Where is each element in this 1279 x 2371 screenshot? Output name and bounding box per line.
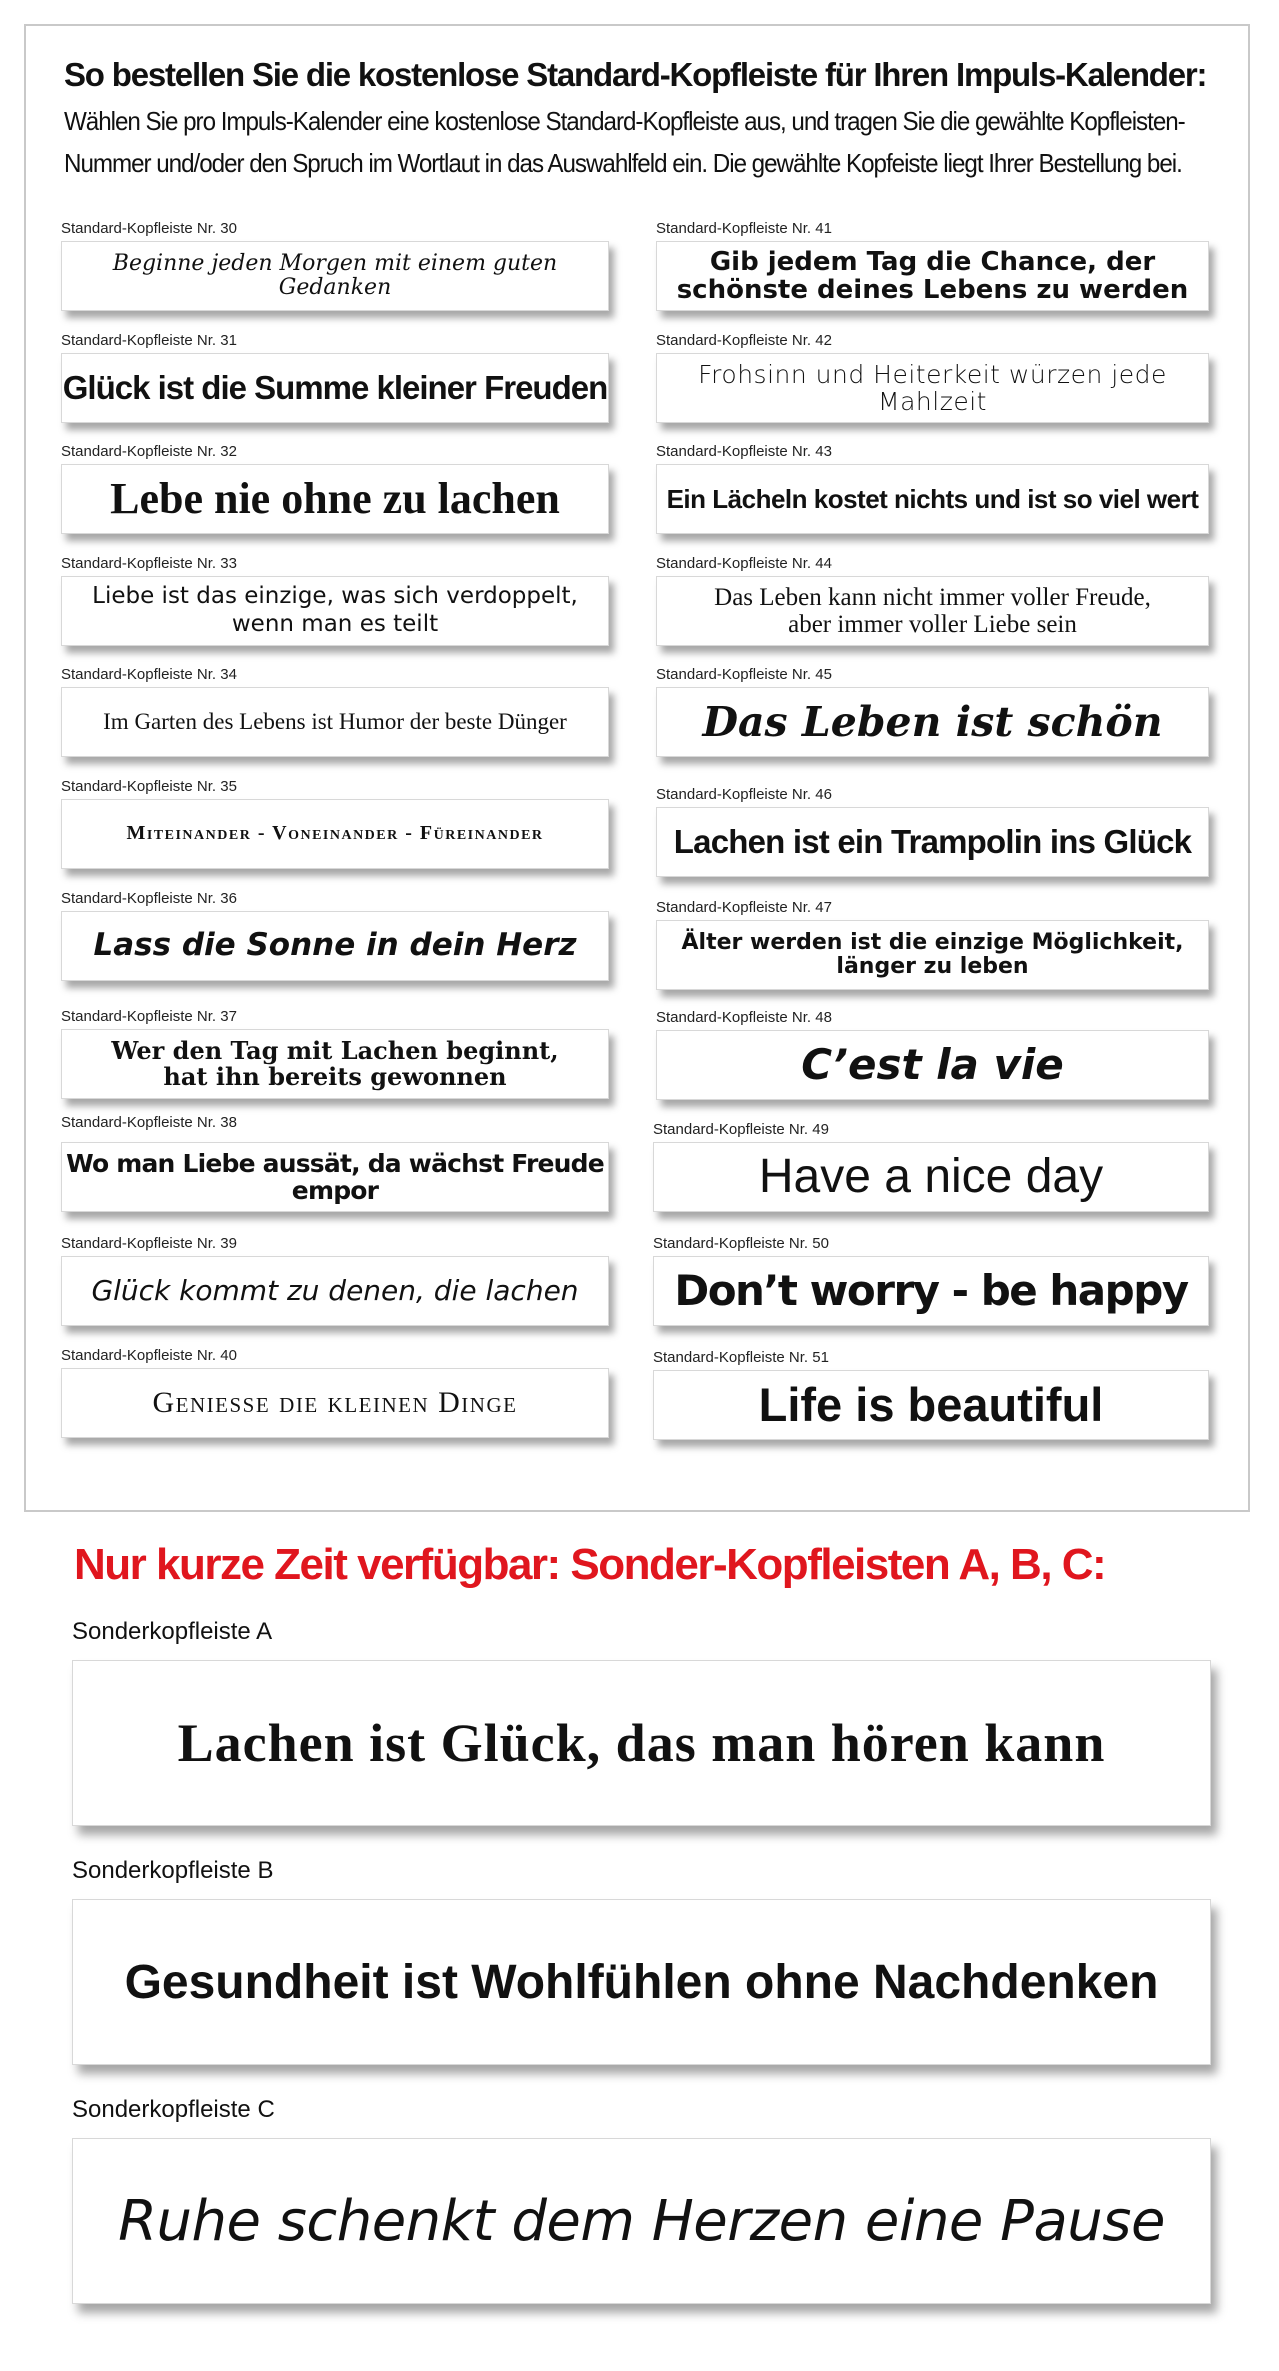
strip-text: Have a nice day <box>758 1150 1104 1204</box>
header-strip-38 <box>61 1142 609 1212</box>
strip-text: Ein Lächeln kostet nichts und ist so viel wert <box>666 483 1199 514</box>
header-strip-label: Standard-Kopfleiste Nr. 38 <box>61 1114 237 1131</box>
strip-text: C’est la vie <box>801 1040 1064 1090</box>
header-strip-label: Standard-Kopfleiste Nr. 30 <box>61 220 237 237</box>
strip-text: Lass die Sonne in dein Herz <box>93 927 577 964</box>
header-strip-33 <box>61 576 609 646</box>
header-strip-36 <box>61 911 609 981</box>
header-strip-41 <box>656 241 1209 311</box>
strip-text-line-1: Wer den Tag mit Lachen beginnt, <box>111 1036 559 1066</box>
order-instructions-line-2: Nummer und/oder den Spruch im Wortlaut in das Auswahlfeld ein. Die gewählte Kopfeiste liegt Ihrer Bestellung bei. <box>64 148 1182 178</box>
header-strip-label: Standard-Kopfleiste Nr. 42 <box>656 332 832 349</box>
header-strip-46 <box>656 807 1209 877</box>
strip-text-line-1: Liebe ist das einzige, was sich verdoppelt, <box>92 583 578 610</box>
header-strip-label: Standard-Kopfleiste Nr. 37 <box>61 1008 237 1025</box>
header-strip-label: Standard-Kopfleiste Nr. 43 <box>656 443 832 460</box>
header-strip-39 <box>61 1256 609 1326</box>
header-strip-49 <box>653 1142 1209 1212</box>
header-strip-label: Standard-Kopfleiste Nr. 49 <box>653 1121 829 1138</box>
header-strip-34 <box>61 687 609 757</box>
strip-text: Im Garten des Lebens ist Humor der beste Dünger <box>103 708 567 734</box>
header-strip-label: Standard-Kopfleiste Nr. 44 <box>656 555 832 572</box>
header-strip-label: Standard-Kopfleiste Nr. 45 <box>656 666 832 683</box>
order-instructions-line-1: Wählen Sie pro Impuls-Kalender eine kostenlose Standard-Kopfleiste aus, und tragen Sie die gewählte Kopfleisten- <box>64 106 1185 136</box>
strip-text-line-2: schönste deines Lebens zu werden <box>676 275 1189 305</box>
strip-text-line-1: Älter werden ist die einzige Möglichkeit, <box>681 930 1184 956</box>
strip-text-line-2: aber immer voller Liebe sein <box>788 611 1077 638</box>
header-strip-label: Standard-Kopfleiste Nr. 47 <box>656 899 832 916</box>
strip-text: Glück ist die Summe kleiner Freuden <box>62 369 608 407</box>
strip-text: Miteinander - Voneinander - Füreinander <box>126 822 544 845</box>
header-strip-label: Standard-Kopfleiste Nr. 50 <box>653 1235 829 1252</box>
header-strip-label: Standard-Kopfleiste Nr. 48 <box>656 1009 832 1026</box>
header-strip-42 <box>656 353 1209 423</box>
header-strip-label: Standard-Kopfleiste Nr. 51 <box>653 1349 829 1366</box>
strip-text: Frohsinn und Heiterkeit würzen jede Mahlzeit <box>698 360 1167 416</box>
special-strip-label-a: Sonderkopfleiste A <box>72 1618 273 1645</box>
header-strip-32 <box>61 464 609 534</box>
strip-text: Lebe nie ohne zu lachen <box>110 474 560 524</box>
strip-text: Don’t worry - be happy <box>674 1266 1188 1316</box>
header-strip-label: Standard-Kopfleiste Nr. 32 <box>61 443 237 460</box>
special-strip-c <box>72 2138 1211 2304</box>
strip-text-line-2: hat ihn bereits gewonnen <box>163 1062 507 1091</box>
strip-text: Wo man Liebe aussät, da wächst Freude empor <box>66 1149 604 1205</box>
strip-text-line-1: Das Leben kann nicht immer voller Freude, <box>714 584 1151 611</box>
strip-text: Das Leben ist schön <box>702 697 1163 746</box>
header-strip-51 <box>653 1370 1209 1440</box>
strip-text-line-2: länger zu leben <box>836 954 1029 979</box>
header-strip-40 <box>61 1368 609 1438</box>
strip-text-line-2: wenn man es teilt <box>231 611 439 637</box>
header-strip-43 <box>656 464 1209 534</box>
header-strip-31 <box>61 353 609 423</box>
strip-text: Glück kommt zu denen, die lachen <box>91 1273 579 1307</box>
order-instructions-title: So bestellen Sie die kostenlose Standard-Kopfleiste für Ihren Impuls-Kalender: <box>64 56 1207 93</box>
header-strip-48 <box>656 1030 1209 1100</box>
special-strip-text: Gesundheit ist Wohlfühlen ohne Nachdenken <box>124 1955 1159 2009</box>
strip-text: Beginne jeden Morgen mit einem guten Gedanken <box>112 251 558 300</box>
header-strip-47 <box>656 920 1209 990</box>
header-strip-37 <box>61 1029 609 1099</box>
strip-text: Life is beautiful <box>758 1377 1104 1431</box>
special-offer-title: Nur kurze Zeit verfügbar: Sonder-Kopfleisten A, B, C: <box>74 1540 1106 1589</box>
strip-text: Geniesse die kleinen Dinge <box>152 1385 518 1419</box>
special-strip-label-b: Sonderkopfleiste B <box>72 1857 274 1884</box>
strip-text-line-1: Gib jedem Tag die Chance, der <box>709 246 1156 277</box>
header-strip-label: Standard-Kopfleiste Nr. 31 <box>61 332 237 349</box>
header-strip-label: Standard-Kopfleiste Nr. 41 <box>656 220 832 237</box>
header-strip-50 <box>653 1256 1209 1326</box>
header-strip-35 <box>61 799 609 869</box>
header-strip-30 <box>61 241 609 311</box>
order-instructions-text <box>64 100 1224 184</box>
header-strip-label: Standard-Kopfleiste Nr. 33 <box>61 555 237 572</box>
special-strip-text: Lachen ist Glück, das man hören kann <box>177 1713 1106 1773</box>
strip-text: Lachen ist ein Trampolin ins Glück <box>673 823 1192 861</box>
special-strip-label-c: Sonderkopfleiste C <box>72 2096 275 2123</box>
header-strip-label: Standard-Kopfleiste Nr. 46 <box>656 786 832 803</box>
header-strip-label: Standard-Kopfleiste Nr. 34 <box>61 666 237 683</box>
special-strip-a <box>72 1660 1211 1826</box>
header-strip-label: Standard-Kopfleiste Nr. 35 <box>61 778 237 795</box>
header-strip-label: Standard-Kopfleiste Nr. 40 <box>61 1347 237 1364</box>
special-strip-text: Ruhe schenkt dem Herzen eine Pause <box>118 2188 1165 2254</box>
header-strip-45 <box>656 687 1209 757</box>
header-strip-label: Standard-Kopfleiste Nr. 39 <box>61 1235 237 1252</box>
special-strip-b <box>72 1899 1211 2065</box>
header-strip-label: Standard-Kopfleiste Nr. 36 <box>61 890 237 907</box>
header-strip-44 <box>656 576 1209 646</box>
